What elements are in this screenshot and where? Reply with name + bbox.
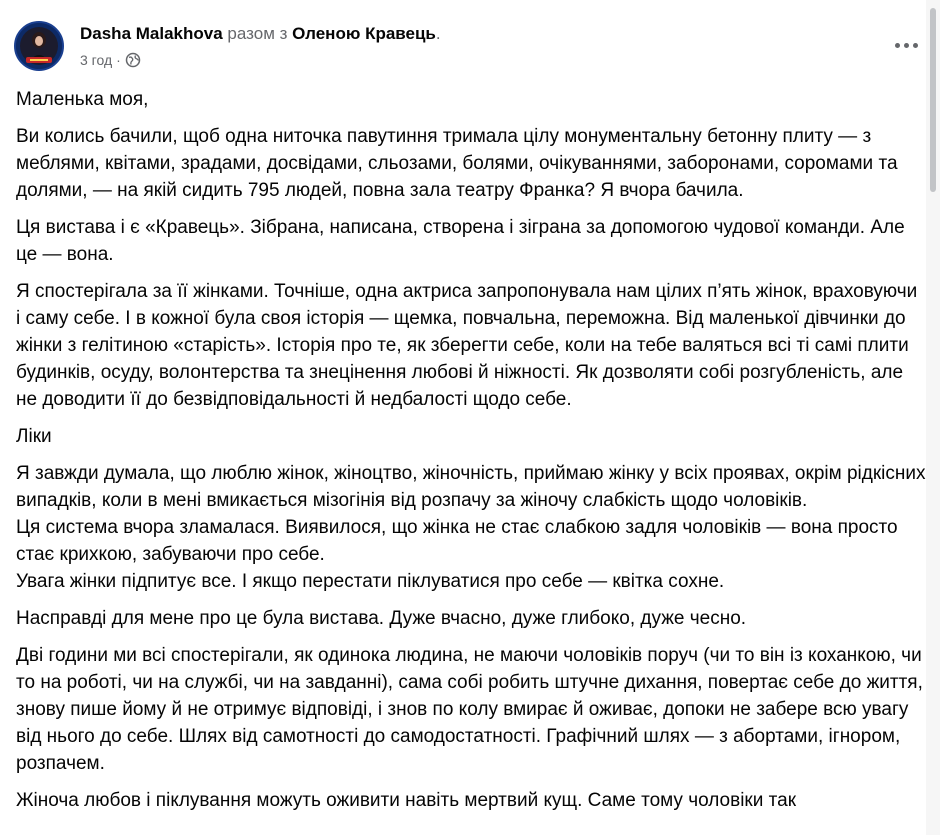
post-paragraph: Я завжди думала, що люблю жінок, жіноцтво, жіночність, приймаю жінку у всіх проявах, окрім рідкісних випадків, коли в мені вмикається мізогінія від розпачу за жіночу слабкість щодо чоловіків. Ця система вчора зламалася. Виявилося, що жінка не стає слабкою задля чоловіків — вона просто стає крихкою, забуваючи про себе. Увага жінки підпитує все. І якщо перестати піклуватися про себе — квітка сохне.: [16, 463, 926, 592]
globe-icon[interactable]: [125, 52, 141, 68]
avatar-image: [16, 23, 62, 69]
post-timestamp-link[interactable]: 3 год: [80, 52, 113, 68]
post-paragraph: Ви колись бачили, щоб одна ниточка павутиння тримала цілу монументальну бетонну плиту — з меблями, квітами, зрадами, досвідами, сльозами, болями, очікуваннями, заборонами, соромами та долями, — на якій сидить 795 людей, повна зала театру Франка? Я вчора бачила.: [16, 126, 898, 201]
more-options-button[interactable]: [888, 30, 924, 60]
post-header: [0, 0, 926, 80]
post-paragraph: Насправді для мене про це була вистава. Дуже вчасно, дуже глибоко, дуже чесно.: [16, 608, 747, 629]
post-paragraph: Я спостерігала за її жінками. Точніше, одна актриса запропонувала нам цілих п’ять жінок, враховуючи і саму себе. І в кожної була своя історія — щемка, повчальна, переможна. Від маленької дівчинки до жінки з гелітиною «старість». Історія про те, як зберегти себе, коли на тебе валяться всі ті самі плити будинків, осуду, волонтерства та знецінення любові й ніжності. Як дозволяти собі розгубленість, але не доводити її до безвідповідальності й недбалості щодо себе.: [16, 281, 918, 410]
author-line: [80, 23, 441, 45]
post-paragraph: Маленька моя,: [16, 89, 149, 110]
author-name-link[interactable]: Dasha Malakhova: [80, 24, 223, 43]
post-paragraph: Дві години ми всі спостерігали, як одинока людина, не маючи чоловіків поруч (чи то він із коханкою, чи то на роботі, чи на службі, чи на завданні), сама собі робить штучне дихання, повертає себе до життя, знову пише йому й не отримує відповіді, і знов по колу вмирає й оживає, допоки не забере всю увагу від нього до себе. Шлях від самотності до самодостатності. Графічний шлях — з абортами, ігнором, розпачем.: [16, 645, 923, 774]
post-paragraph: Ця вистава і є «Кравець». Зібрана, написана, створена і зіграна за допомогою чудової команди. Але це — вона.: [16, 217, 905, 265]
post-paragraph: Жіноча любов і піклування можуть оживити навіть мертвий кущ. Саме тому чоловіки так: [16, 790, 797, 811]
scrollbar-thumb[interactable]: [930, 8, 936, 192]
tagged-person-link[interactable]: Оленою Кравець: [292, 24, 436, 43]
post-meta: [80, 50, 141, 70]
meta-separator: ·: [116, 52, 121, 68]
author-avatar[interactable]: [14, 21, 64, 71]
with-text: разом з: [227, 24, 288, 43]
more-options-icon: [895, 43, 918, 48]
vertical-scrollbar[interactable]: [926, 0, 940, 835]
author-line-period: .: [435, 24, 441, 43]
post-paragraph: Ліки: [16, 426, 52, 447]
post-body: [16, 86, 926, 824]
